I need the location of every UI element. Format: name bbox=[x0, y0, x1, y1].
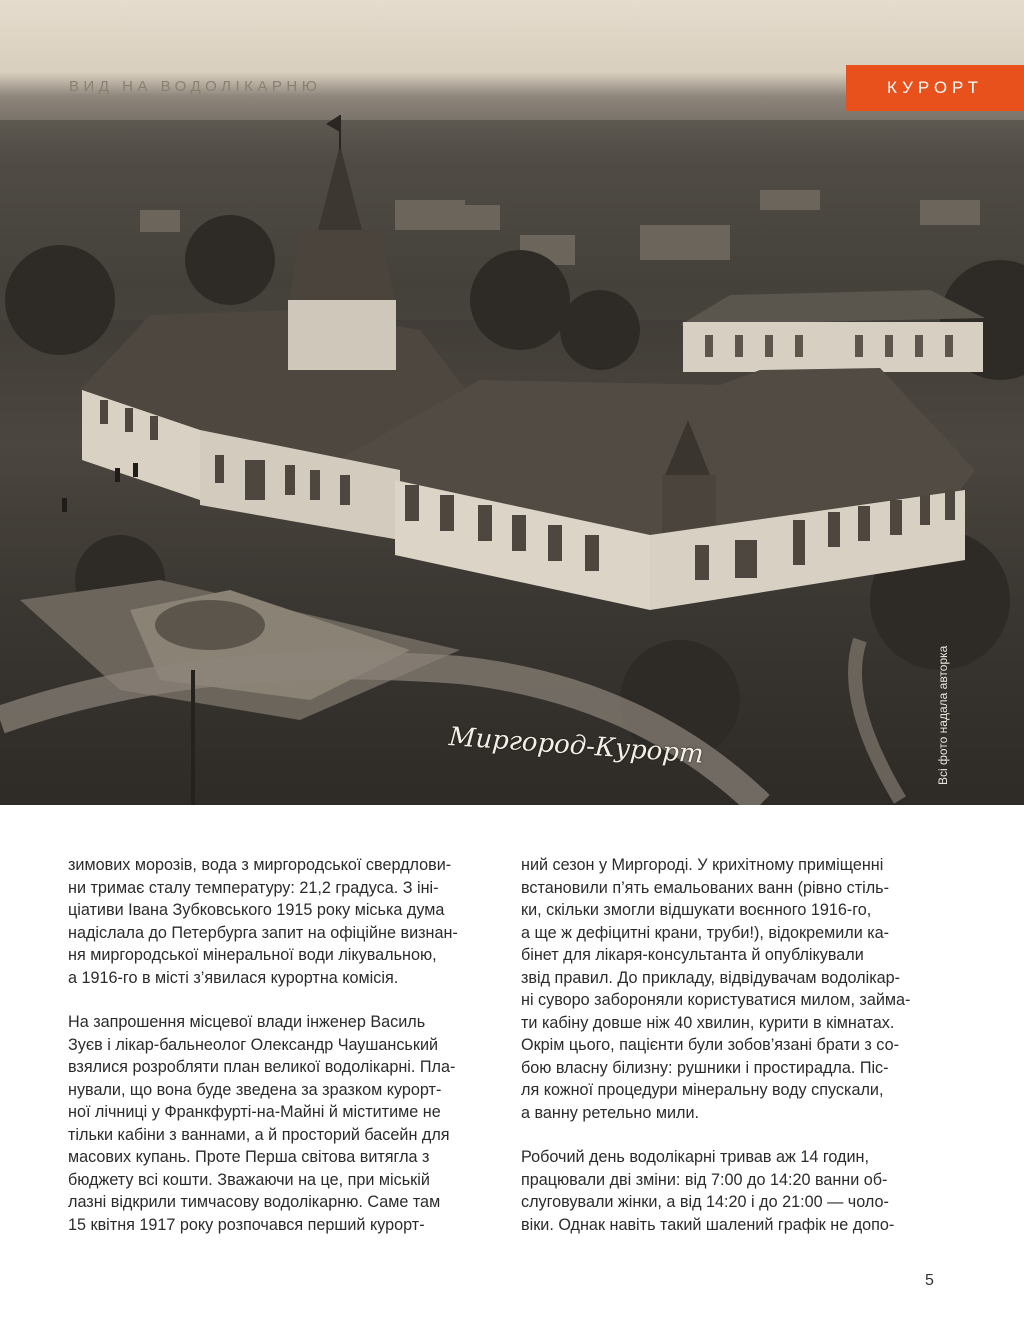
section-badge: КУРОРТ bbox=[846, 65, 1024, 111]
text-line: надіслала до Петербурга запит на офіційне визнан- bbox=[68, 923, 458, 942]
text-line: а ванну ретельно мили. bbox=[521, 1103, 700, 1122]
text-line: ти кабіну довше ніж 40 хвилин, курити в кімнатах. bbox=[521, 1013, 895, 1032]
text-line: а 1916-го в місті з’явилася курортна комісія. bbox=[68, 968, 399, 987]
page-number: 5 bbox=[925, 1272, 934, 1289]
text-line: взялися розробляти план великої водолікарні. Пла- bbox=[68, 1058, 456, 1076]
text-line: віки. Однак навіть такий шалений графік не допо- bbox=[521, 1215, 895, 1234]
photo-title: ВИД НА ВОДОЛІКАРНЮ bbox=[69, 78, 322, 95]
text-line: бінет для лікаря-консультанта й опублікували bbox=[521, 946, 864, 964]
text-line: зимових морозів, вода з миргородської свердлови- bbox=[68, 856, 452, 874]
text-line: лазні відкрили тимчасову водолікарню. Саме там bbox=[68, 1193, 441, 1211]
photo-caption: Миргород-Курорт bbox=[447, 722, 705, 770]
text-line: ний сезон у Миргороді. У крихітному приміщенні bbox=[521, 856, 884, 874]
text-line: Робочий день водолікарні тривав аж 14 годин, bbox=[521, 1148, 869, 1166]
text-line: 15 квітня 1917 року розпочався перший курорт- bbox=[68, 1215, 425, 1234]
text-line: масових купань. Проте Перша світова витягла з bbox=[68, 1148, 430, 1166]
text-line: тільки кабіни з ваннами, а й просторий басейн для bbox=[68, 1125, 450, 1144]
text-line: звід правил. До прикладу, відвідувачам водолікар- bbox=[521, 968, 901, 987]
paragraph bbox=[521, 854, 941, 1124]
text-line: ня миргородської мінеральної води лікувальною, bbox=[68, 946, 437, 964]
text-line: ля кожної процедури мінеральну воду спускали, bbox=[521, 1081, 884, 1099]
text-line: ни тримає сталу температуру: 21,2 градуса. З іні- bbox=[68, 878, 439, 897]
text-column-left bbox=[68, 854, 488, 1236]
text-line: На запрошення місцевої влади інженер Василь bbox=[68, 1013, 426, 1031]
text-line: нували, що вона буде зведена за зразком курорт- bbox=[68, 1080, 442, 1099]
text-line: бою власну білизну: рушники і простирадла. Піс- bbox=[521, 1058, 889, 1077]
text-line: ні суворо забороняли користуватися милом, займа- bbox=[521, 991, 911, 1009]
text-line: встановили п’ять емальованих ванн (рівно стіль- bbox=[521, 878, 889, 897]
text-line: а ще ж дефіцитні крани, труби!), відокремили ка- bbox=[521, 923, 890, 942]
text-line: ної лічниці у Франкфурті-на-Майні й міститиме не bbox=[68, 1103, 441, 1121]
paragraph bbox=[68, 1011, 488, 1236]
text-line: слуговували жінки, а від 14:20 і до 21:00 — чоло- bbox=[521, 1193, 889, 1211]
text-line: Окрім цього, пацієнти були зобов’язані брати з со- bbox=[521, 1036, 899, 1054]
text-line: бюджету всі кошти. Зважаючи на це, при міській bbox=[68, 1170, 430, 1189]
photo-credit: Всі фото надала авторка bbox=[936, 645, 950, 785]
paragraph bbox=[521, 1146, 941, 1236]
paragraph bbox=[68, 854, 488, 989]
text-line: ки, скільки змогли відшукати воєнного 1916-го, bbox=[521, 901, 872, 919]
text-line: Зуєв і лікар-бальнеолог Олександр Чаушанський bbox=[68, 1035, 439, 1054]
text-line: працювали дві зміни: від 7:00 до 14:20 ванни об- bbox=[521, 1170, 888, 1189]
text-column-right bbox=[521, 854, 941, 1236]
text-line: ціативи Івана Зубковського 1915 року міська дума bbox=[68, 901, 445, 919]
